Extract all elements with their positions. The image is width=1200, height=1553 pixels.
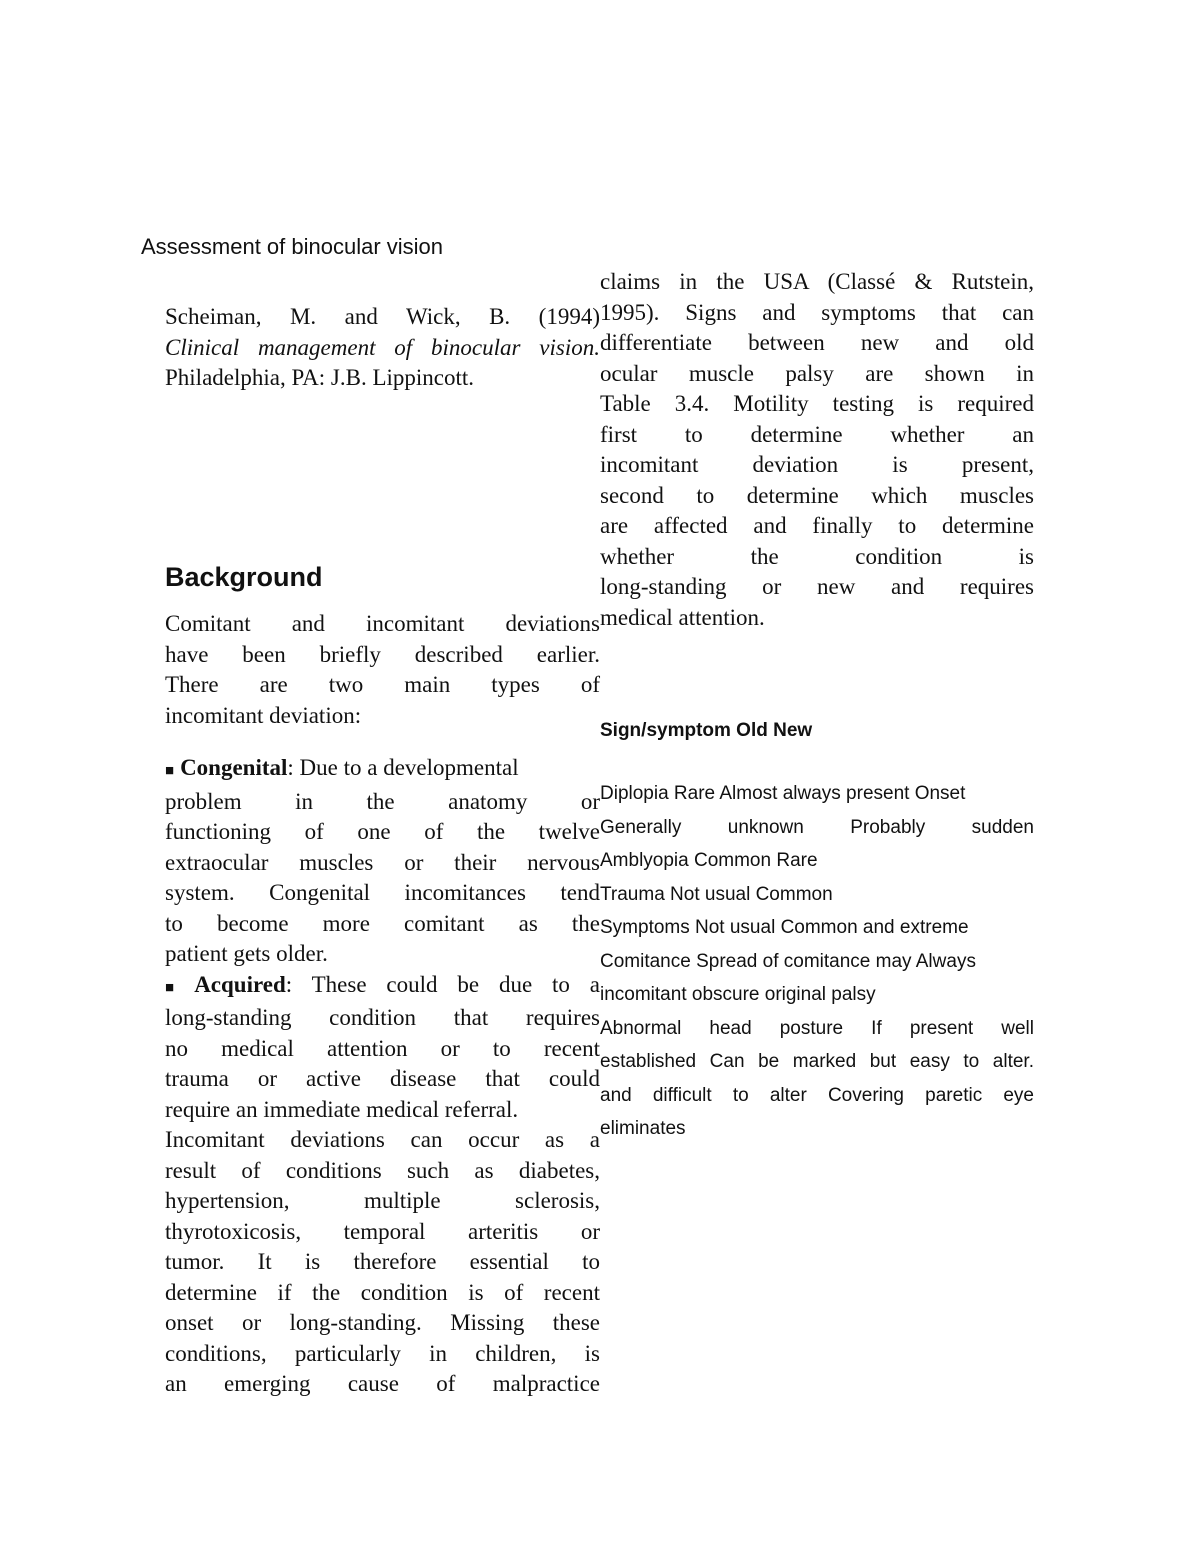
paragraph-line: determine if the condition is of recent — [165, 1279, 600, 1305]
paragraph-line: tumor. It is therefore essential to — [165, 1249, 600, 1274]
paragraph-line: claims in the USA (Classé & Rutstein, — [600, 269, 1034, 294]
paragraph-line: conditions, particularly in children, is — [165, 1340, 600, 1366]
paragraph-line: problem in the anatomy or — [165, 788, 600, 814]
paragraph-line: have been briefly described earlier. — [165, 641, 600, 667]
paragraph-line: an emerging cause of malpractice — [165, 1371, 600, 1396]
section-heading: Background — [165, 562, 323, 592]
paragraph-line: hypertension, multiple sclerosis, — [165, 1188, 600, 1213]
background-column — [165, 609, 600, 1400]
table-header: Sign/symptom Old New — [600, 720, 813, 741]
reference-citation — [165, 302, 600, 394]
page-header: Assessment of binocular vision — [141, 234, 444, 259]
paragraph-line: extraocular muscles or their nervous — [165, 849, 600, 875]
table-row: Generally unknown Probably sudden — [600, 816, 1034, 838]
paragraph-line: first to determine whether an — [600, 421, 1034, 447]
paragraph-line: no medical attention or to recent — [165, 1035, 600, 1061]
paragraph-line: There are two main types of — [165, 672, 600, 697]
paragraph-line: Incomitant deviations can occur as a — [165, 1127, 600, 1152]
reference-title: Clinical management of binocular vision. — [165, 334, 600, 360]
paragraph-line: thyrotoxicosis, temporal arteritis or — [165, 1218, 600, 1244]
table-row: and difficult to alter Covering paretic eye — [600, 1084, 1034, 1106]
table-row: established Can be marked but easy to alter. — [600, 1051, 1034, 1072]
paragraph-line: long-standing condition that requires — [165, 1005, 600, 1030]
reference-line: Philadelphia, PA: J.B. Lippincott. — [165, 365, 475, 390]
bullet-label: Congenital — [180, 755, 288, 780]
right-column — [600, 267, 1034, 633]
table-row: Abnormal head posture If present well — [600, 1017, 1034, 1039]
bullet-acquired: ■ Acquired: These could be due to a — [165, 971, 600, 997]
table-row: Trauma Not usual Common — [600, 883, 833, 905]
table-row: incomitant obscure original palsy — [600, 984, 876, 1005]
paragraph-line: trauma or active disease that could — [165, 1066, 600, 1091]
paragraph-line: long-standing or new and requires — [600, 574, 1034, 599]
paragraph-line: to become more comitant as the — [165, 910, 600, 936]
paragraph-line: 1995). Signs and symptoms that can — [600, 299, 1034, 325]
bullet-icon: ■ — [165, 979, 189, 996]
paragraph-line: ocular muscle palsy are shown in — [600, 360, 1034, 386]
paragraph-line: require an immediate medical referral. — [165, 1096, 519, 1122]
paragraph-line: onset or long-standing. Missing these — [165, 1310, 600, 1335]
paragraph-line: differentiate between new and old — [600, 330, 1034, 355]
paragraph-line: Comitant and incomitant deviations — [165, 611, 600, 636]
paragraph-line: incomitant deviation: — [165, 702, 362, 728]
paragraph-line: whether the condition is — [600, 543, 1034, 569]
table-row: eliminates — [600, 1118, 686, 1139]
paragraph-line: patient gets older. — [165, 941, 328, 966]
paragraph-line: incomitant deviation is present, — [600, 452, 1034, 477]
table-row: Diplopia Rare Almost always present Onset — [600, 783, 966, 804]
paragraph-line: second to determine which muscles — [600, 482, 1034, 508]
bullet-congenital: ■ Congenital: Due to a developmental — [165, 755, 519, 780]
table-row: Amblyopia Common Rare — [600, 850, 818, 871]
reference-line: Scheiman, M. and Wick, B. (1994) — [165, 304, 600, 329]
bullet-icon: ■ — [165, 763, 175, 779]
paragraph-line: system. Congenital incomitances tend — [165, 880, 600, 905]
signs-table — [600, 777, 1034, 1146]
table-row: Symptoms Not usual Common and extreme — [600, 917, 969, 938]
paragraph-line: functioning of one of the twelve — [165, 819, 600, 844]
bullet-label: Acquired — [194, 971, 286, 997]
paragraph-line: are affected and finally to determine — [600, 513, 1034, 538]
paragraph-line: result of conditions such as diabetes, — [165, 1157, 600, 1183]
paragraph-line: Table 3.4. Motility testing is required — [600, 391, 1034, 416]
paragraph-line: medical attention. — [600, 604, 765, 630]
table-row: Comitance Spread of comitance may Always — [600, 950, 976, 972]
